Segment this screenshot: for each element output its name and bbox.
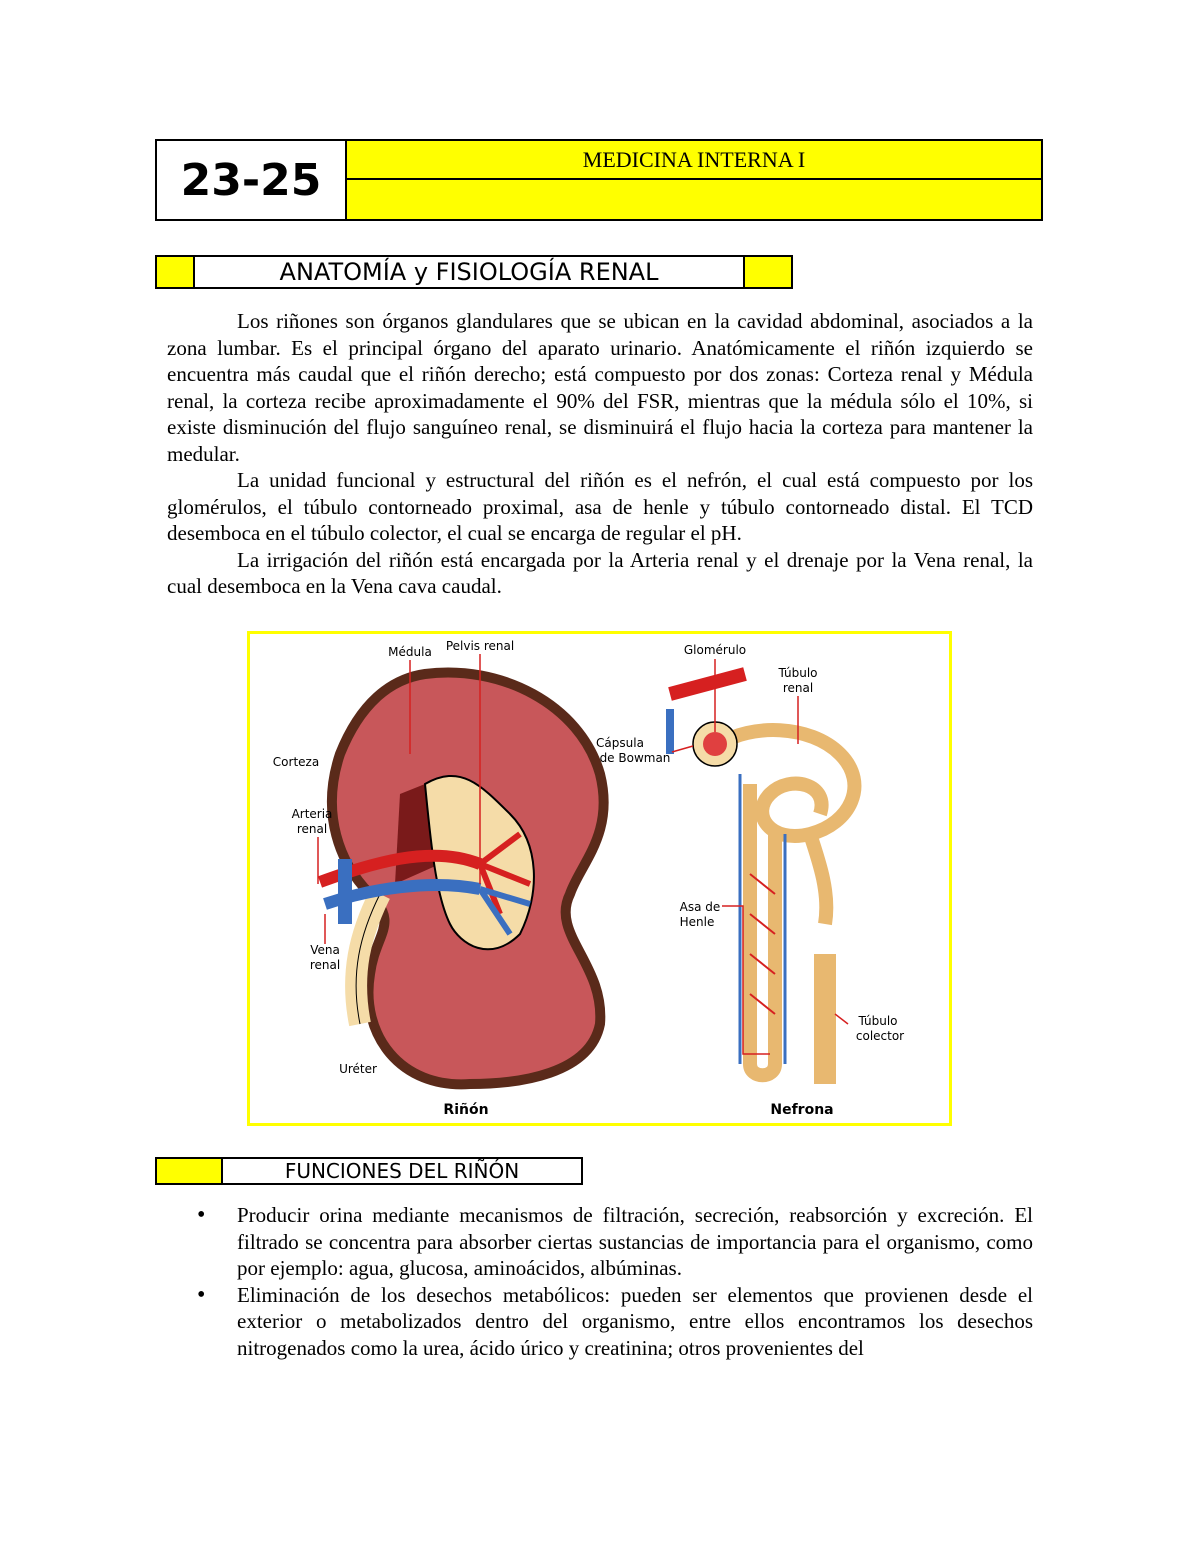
section-marker-left [157, 1159, 221, 1183]
section-header-functions [155, 1157, 583, 1185]
label-corteza: Corteza [272, 755, 320, 769]
label-asa-2: Henle [679, 915, 715, 929]
label-arteria-1: Arteria [291, 807, 333, 821]
afferent-arteriole [670, 674, 745, 694]
subject-title: MEDICINA INTERNA I [347, 141, 1041, 180]
anatomy-body [167, 308, 1033, 600]
section-header-anatomy [155, 255, 793, 289]
label-vena-2: renal [309, 958, 341, 972]
label-asa-1: Asa de [679, 900, 721, 914]
label-pelvis: Pelvis renal [445, 639, 515, 653]
unit-number: 23-25 [157, 141, 347, 219]
label-tubulo-renal-1: Túbulo [778, 666, 818, 680]
label-colector-2: colector [855, 1029, 905, 1043]
paragraph: La unidad funcional y estructural del riñón es el nefrón, el cual está compuesto por los glomérulos, el túbulo contorneado proximal, asa de henle y túbulo contorneado distal. El TCD desemboca en el túbulo colector, el cual se encarga de regular el pH. [167, 468, 1033, 545]
caption-kidney: Riñón [443, 1102, 489, 1118]
label-capsula-2: de Bowman [599, 751, 671, 765]
label-vena-1: Vena [310, 943, 340, 957]
label-arteria-2: renal [296, 822, 328, 836]
label-medula: Médula [388, 645, 432, 659]
glomerulus [703, 732, 727, 756]
paragraph: Los riñones son órganos glandulares que se ubican en la cavidad abdominal, asociados a la zona lumbar. Es el principal órgano del aparato urinario. Anatómicamente el riñón izquierdo se encuentra más caudal que el riñón derecho; está compuesto por dos zonas: Corteza renal y Médula renal, la corteza recibe aproximadamente el 90% del FSR, mientras que la médula sólo el 10%, si existe disminución del flujo sanguíneo renal, se disminuirá el flujo hacia la corteza para mantener la medular. [167, 309, 1033, 466]
document-title-text: ALTERACIONES RENALES [463, 180, 925, 219]
label-glomerulo: Glomérulo [683, 643, 747, 657]
document-title [347, 180, 1041, 219]
section-marker-right [745, 257, 791, 287]
section-title-functions: FUNCIONES DEL RIÑÓN [221, 1159, 581, 1183]
header-table [155, 139, 1043, 221]
section-title-anatomy: ANATOMÍA y FISIOLOGÍA RENAL [193, 257, 745, 287]
list-item: • Eliminación de los desechos metabólicos: pueden ser elementos que provienen desde el exterior o metabolizados dentro del organismo, entre ellos encontramos los desechos nitrogenados como la urea, ácido úrico y creatinina; otros provenientes del [167, 1282, 1033, 1362]
kidney-nephron-illustration [250, 634, 949, 1123]
caption-nephron: Nefrona [770, 1102, 834, 1118]
section-marker-left [157, 257, 193, 287]
label-ureter: Uréter [339, 1062, 377, 1076]
label-colector-1: Túbulo [858, 1014, 898, 1028]
label-capsula-1: Cápsula [596, 736, 644, 750]
kidney-nephron-figure [247, 631, 952, 1126]
list-item: • Producir orina mediante mecanismos de filtración, secreción, reabsorción y excreción. El filtrado se concentra para absorber ciertas sustancias de importancia para el organismo, como por ejemplo: agua, glucosa, aminoácidos, albúminas. [167, 1202, 1033, 1282]
label-tubulo-renal-2: renal [782, 681, 814, 695]
functions-list [167, 1202, 1033, 1361]
paragraph: La irrigación del riñón está encargada por la Arteria renal y el drenaje por la Vena renal, la cual desemboca en la Vena cava caudal. [167, 547, 1033, 598]
